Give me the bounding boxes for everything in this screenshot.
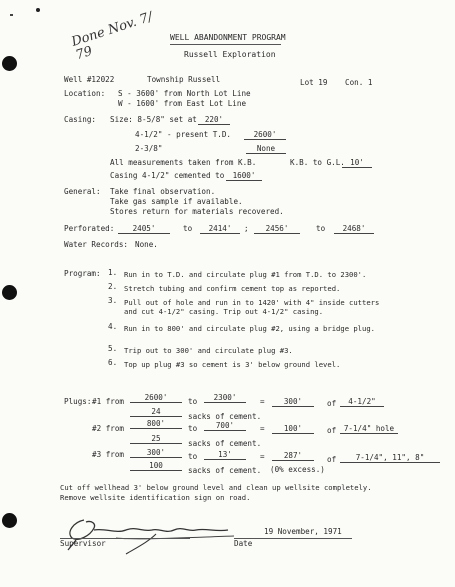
plug-3-to-word: to [188,452,198,461]
plugs-label: Plugs: [64,397,92,406]
plug-2-sacks: 25 [130,435,182,444]
date-label: Date [234,539,253,548]
plug-1-sacks: 24 [130,408,182,417]
plug-3-size: 7-1/4", 11", 8" [340,454,440,463]
plug-1-of-word: of [327,399,337,408]
handwritten-note: Done Nov. 7/ 79 [69,9,155,63]
program-step-1-number: 1. [108,268,118,277]
casing-size-value: 220' [198,116,230,125]
program-step-1-text: Run in to T.D. and circulate plug #1 from T.D. to 2300'. [124,270,367,279]
perforated-to-value-1: 2414' [200,225,240,234]
program-step-6-text: Top up plug #3 so cement is 3' below ground level. [124,360,341,369]
plug-2-equals: = [260,424,265,433]
program-step-4-text: Run in to 800' and circulate plug #2, using a bridge plug. [124,324,375,333]
well-number: Well #12022 [64,75,115,84]
program-step-2-text: Stretch tubing and confirm cement top as reported. [124,284,341,293]
plug-2-of-word: of [327,426,337,435]
casing-td-value: 2600' [244,131,286,140]
program-step-6-number: 6. [108,358,118,367]
water-records-value: None. [135,240,158,249]
program-step-2-number: 2. [108,282,118,291]
township: Township Russell [147,75,221,84]
plug-3-of-word: of [327,455,337,464]
water-records-label: Water Records: [64,240,129,249]
program-step-3-text-line-2: and cut 4-1/2" casing. Trip out 4-1/2" casing. [124,307,324,316]
casing-tubing-text: 2-3/8" [135,144,163,153]
plug-2-name: #2 from [92,424,125,433]
perforated-to-1: to [183,224,193,233]
plug-3-equals: = [260,452,265,461]
general-line-1: Take final observation. [110,187,216,196]
speck [10,14,13,16]
general-line-2: Take gas sample if available. [110,197,243,206]
perforated-to-value-2: 2468' [334,225,374,234]
program-step-3-number: 3. [108,296,118,305]
supervisor-label: Supervisor [60,539,106,548]
plug-2-to-word: to [188,424,198,433]
perforated-separator: ; [244,224,249,233]
plug-2-from: 800' [130,420,182,429]
plug-3-name: #3 from [92,450,125,459]
plug-3-excess: (0% excess.) [270,465,325,474]
program-step-5-text: Trip out to 300' and circulate plug #3. [124,346,293,355]
punch-hole-middle [2,285,17,300]
footer-instruction-2: Remove wellsite identification sign on road. [60,493,251,502]
location-line-1: S - 3600' from North Lot Line [118,89,251,98]
casing-tubing-value: None [246,145,286,154]
plug-1-equals: = [260,397,265,406]
footer-instruction-1: Cut off wellhead 3' below ground level and clean up wellsite completely. [60,483,372,492]
plug-3-length: 287' [272,452,314,461]
supervisor-signature [56,510,256,558]
page-title: WELL ABANDONMENT PROGRAM [170,33,286,42]
program-step-5-number: 5. [108,344,118,353]
location-line-2: W - 1600' from East Lot Line [118,99,247,108]
plug-1-to: 2300' [204,394,246,403]
casing-label: Casing: [64,115,97,124]
cement-text: Casing 4-1/2" cemented to [110,171,225,180]
lot-number: Lot 19 [300,78,328,87]
date-value: 19 November, 1971 [264,527,342,536]
program-label: Program: [64,269,101,278]
plug-3-sacks: 100 [130,462,182,471]
perforated-from-1: 2405' [118,225,170,234]
punch-hole-top [2,56,17,71]
general-label: General: [64,187,101,196]
perforated-label: Perforated: [64,224,115,233]
casing-td-text: 4-1/2" - present T.D. [135,130,232,139]
plug-1-name: #1 from [92,397,125,406]
speck [36,8,40,12]
program-step-3-text: Pull out of hole and run in to 1420' with 4" inside cutters [124,298,380,307]
program-step-4-number: 4. [108,322,118,331]
plug-3-from: 300' [130,449,182,458]
plug-1-sacks-text: sacks of cement. [188,412,262,421]
plug-1-from: 2600' [130,394,182,403]
measurement-note: All measurements taken from K.B. [110,158,257,167]
general-line-3: Stores return for materials recovered. [110,207,284,216]
plug-3-sacks-text: sacks of cement. [188,466,262,475]
cement-value: 1600' [226,172,262,181]
perforated-from-2: 2456' [254,225,300,234]
plug-1-length: 300' [272,398,314,407]
punch-hole-bottom [2,513,17,528]
casing-size-text: Size: 8-5/8" set at [110,115,197,124]
plug-3-to: 13' [204,451,246,460]
location-label: Location: [64,89,106,98]
plug-2-sacks-text: sacks of cement. [188,439,262,448]
company-name: Russell Exploration [184,50,276,59]
kb-label: K.B. to G.L. [290,158,345,167]
plug-2-to: 700' [204,422,246,431]
plug-1-size: 4-1/2" [340,398,384,407]
concession: Con. 1 [345,78,373,87]
perforated-to-2: to [316,224,326,233]
plug-2-size: 7-1/4" hole [340,425,398,434]
plug-1-to-word: to [188,397,198,406]
kb-value: 10' [342,159,372,168]
plug-2-length: 100' [272,425,314,434]
title-underline [170,44,281,45]
